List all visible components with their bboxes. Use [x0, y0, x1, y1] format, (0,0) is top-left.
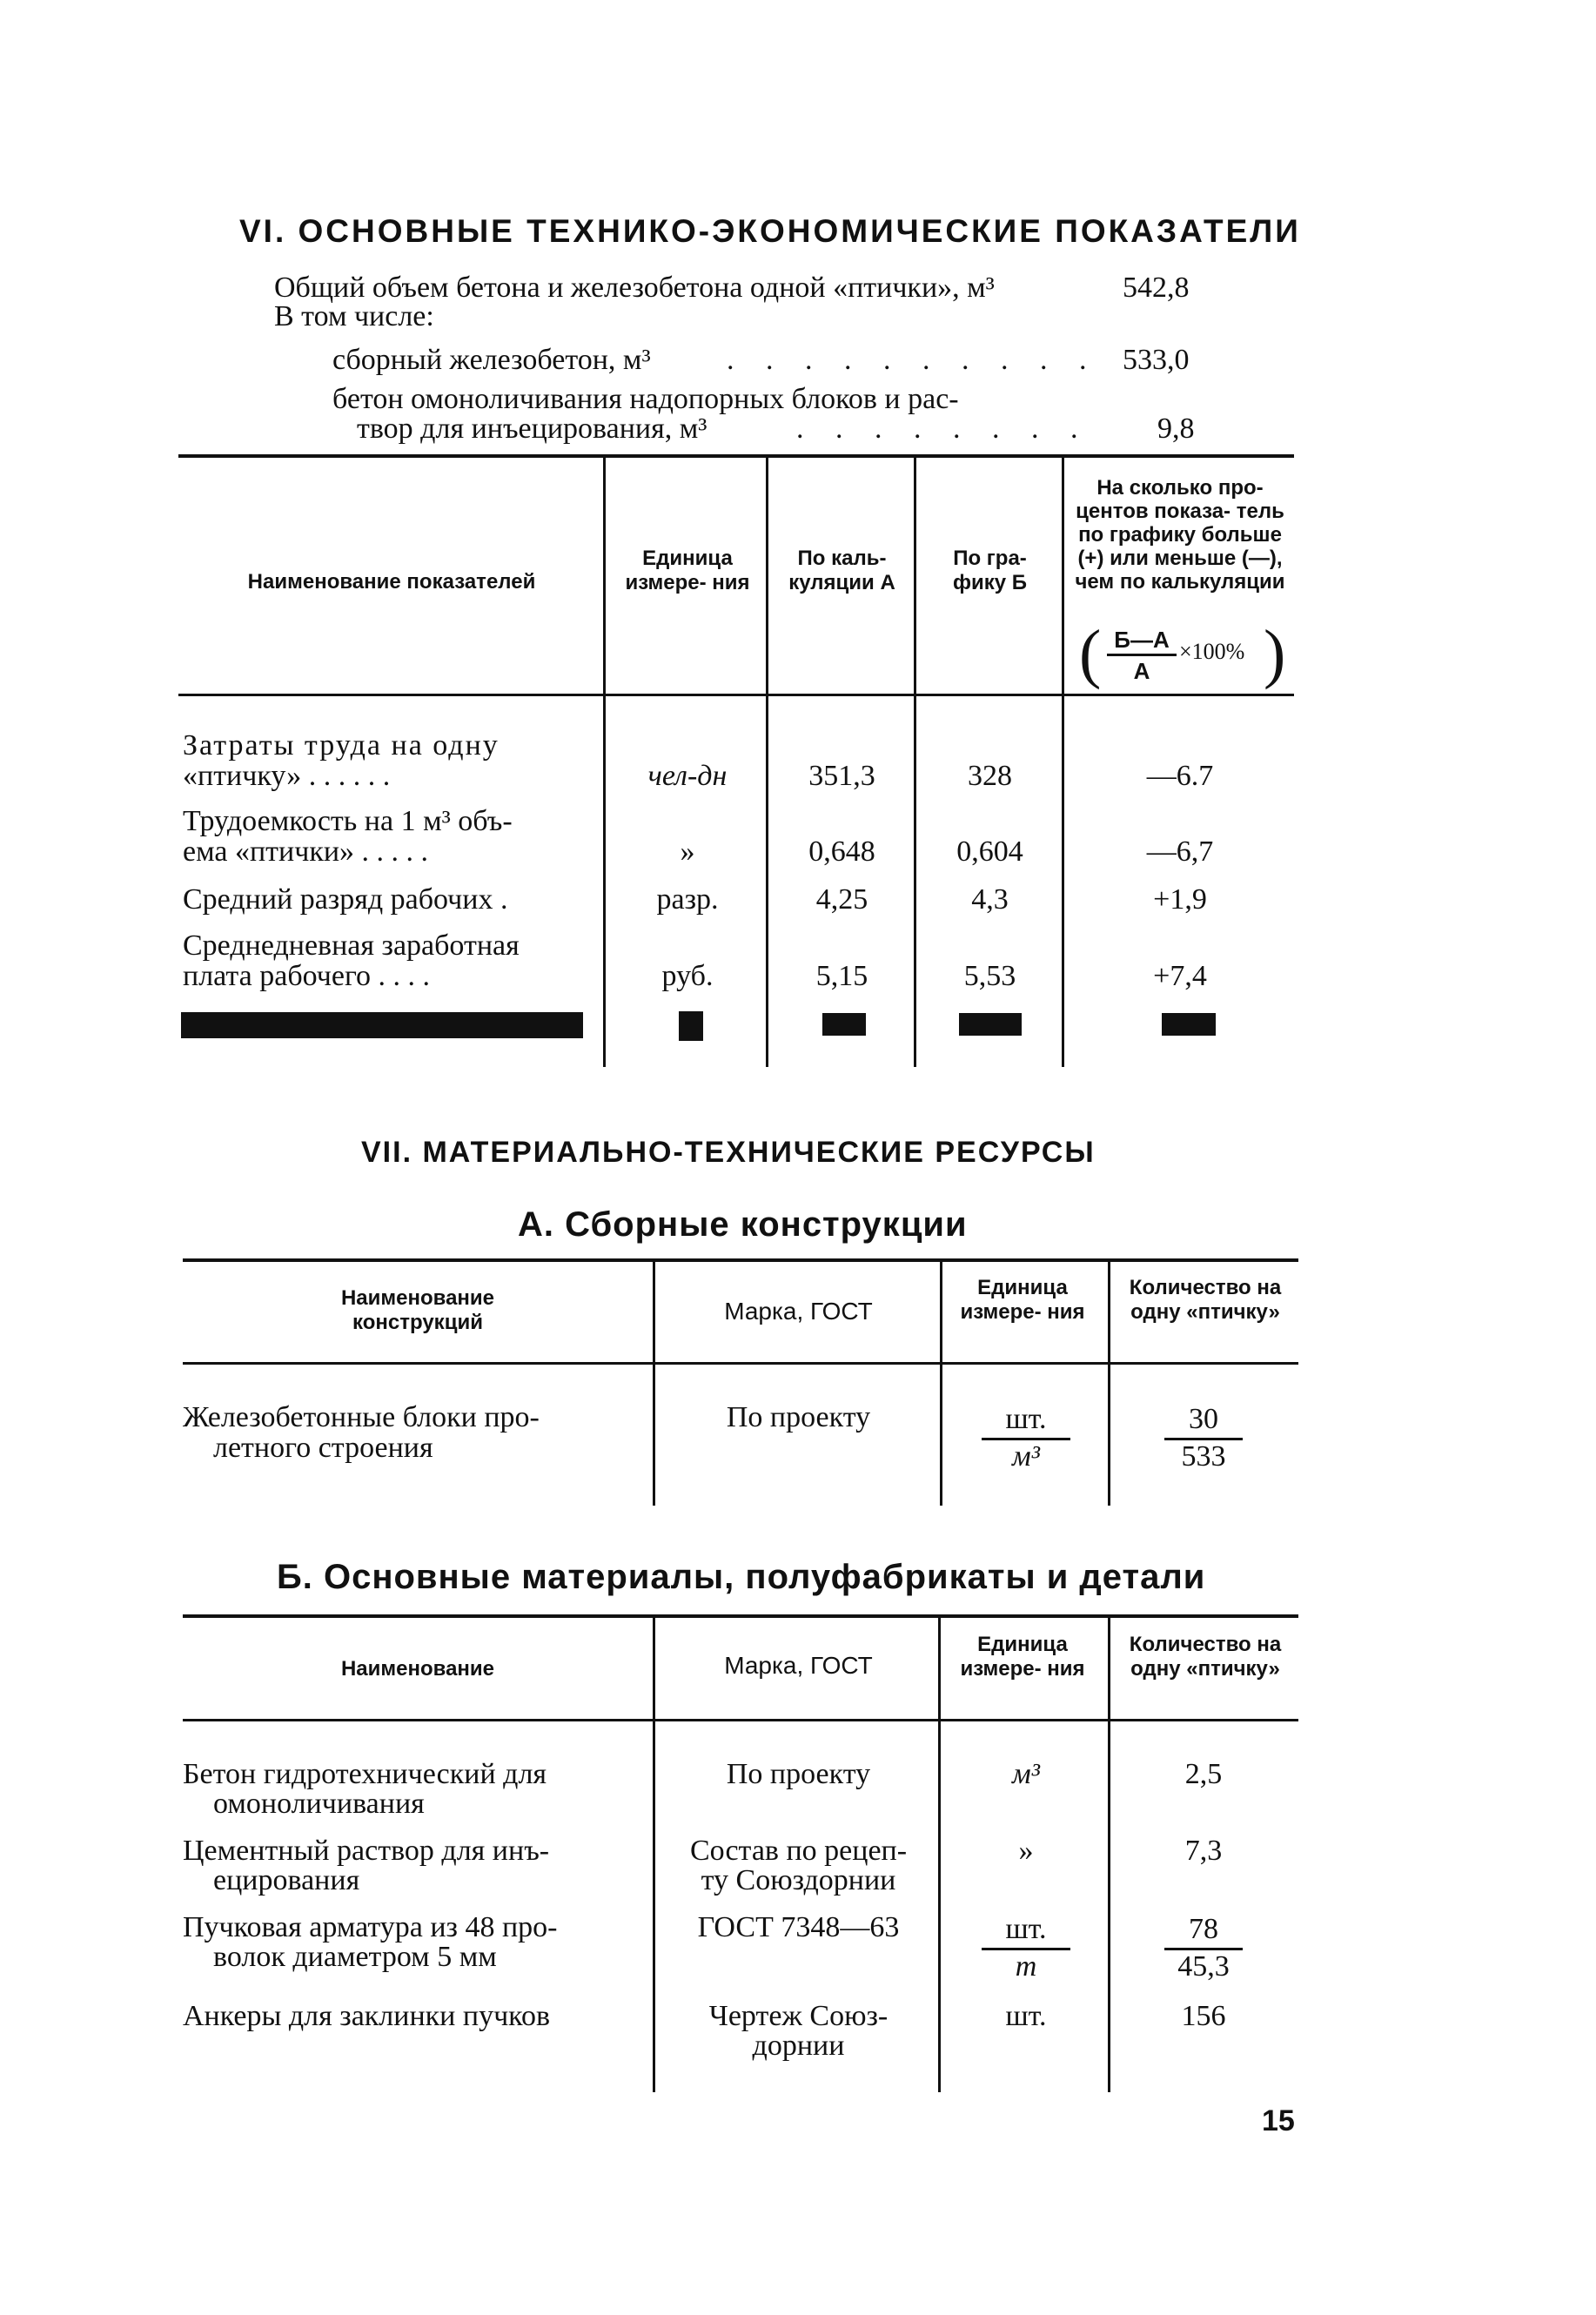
row-name-line1: Среднедневная заработная: [183, 929, 520, 962]
row-graph: 5,53: [963, 960, 1016, 992]
row-mark: По проекту: [726, 1758, 871, 1790]
monolith-dots: . . . . . . . .: [796, 413, 1090, 445]
subsection-b-title: Б. Основные материалы, полуфабрикаты и детали: [277, 1558, 1206, 1596]
row-name-line2: «птичку» . . . . . .: [183, 760, 391, 792]
row-unit: »: [1018, 1835, 1034, 1867]
precast-label: сборный железобетон, м³: [332, 344, 651, 376]
total-volume-value: 542,8: [1123, 272, 1190, 304]
row-name-line2: ема «птички» . . . . .: [183, 835, 429, 868]
row-name-line1: Анкеры для заклинки пучков: [183, 2000, 551, 2032]
row-unit: чел-дн: [647, 760, 728, 792]
row-mark-line1: Чертеж Союз-: [708, 2000, 889, 2032]
header-calc-a: По каль- куляции А: [788, 547, 895, 594]
row-name-line2: ецирования: [213, 1864, 360, 1896]
row-unit: разр.: [656, 883, 719, 916]
row-unit: »: [680, 835, 695, 868]
header-graph-b: По гра- фику Б: [952, 547, 1028, 594]
row-mark-line2: ту Союздорнии: [701, 1864, 896, 1896]
row-name-line1: Затраты труда на одну: [183, 729, 500, 762]
quantity-numerator: 78: [1164, 1913, 1243, 1950]
row-quantity-fraction: [1112, 1913, 1295, 1983]
section-7-title: VII. МАТЕРИАЛЬНО-ТЕХНИЧЕСКИЕ РЕСУРСЫ: [361, 1136, 1096, 1169]
row-quantity: 7,3: [1184, 1835, 1223, 1867]
row-quantity: 156: [1181, 2000, 1226, 2032]
header-construction-name: Наименование конструкций: [340, 1286, 495, 1334]
section-6-title: VI. ОСНОВНЫЕ ТЕХНИКО-ЭКОНОМИЧЕСКИЕ ПОКАЗАТЕЛИ: [239, 213, 1301, 249]
row-name-line1: Трудоемкость на 1 м³ объ-: [183, 805, 513, 837]
row-diff: +1,9: [1153, 883, 1207, 916]
page-number: 15: [1262, 2104, 1295, 2137]
row-name-line2: омоноличивания: [213, 1788, 425, 1820]
row-unit: шт.: [1005, 2000, 1047, 2032]
row-unit: м³: [1012, 1758, 1040, 1790]
monolith-label-2: твор для инъецирования, м³: [357, 413, 707, 445]
row-unit: руб.: [661, 960, 714, 992]
formula-numerator: Б—А: [1107, 627, 1177, 656]
row-graph: 328: [968, 760, 1012, 792]
row-mark-line1: Состав по рецеп-: [689, 1835, 908, 1867]
quantity-denominator: 533: [1181, 1440, 1226, 1473]
row-mark-line2: дорнии: [752, 2030, 845, 2062]
row-mark: ГОСТ 7348—63: [697, 1911, 900, 1943]
header-unit: Единица измере- ния: [960, 1276, 1085, 1324]
precast-value: 533,0: [1123, 344, 1190, 376]
header-indicator-name: Наименование показателей: [247, 570, 536, 594]
row-name-line1: Средний разряд рабочих .: [183, 883, 508, 916]
row-name-line2: плата рабочего . . . .: [183, 960, 431, 992]
unit-numerator: шт.: [982, 1913, 1071, 1950]
including-label: В том числе:: [274, 300, 434, 332]
monolith-label-1: бетон омоноличивания надопорных блоков и рас-: [332, 383, 959, 415]
row-graph: 4,3: [971, 883, 1009, 916]
unit-denominator: м³: [1012, 1440, 1040, 1473]
header-mark-gost: Марка, ГОСТ: [724, 1298, 873, 1325]
row-calc: 0,648: [808, 835, 875, 868]
row-name-line2: летного строения: [213, 1432, 433, 1464]
redacted-blot: [181, 1012, 583, 1038]
subsection-a-title: А. Сборные конструкции: [518, 1205, 968, 1244]
header-mark-gost: Марка, ГОСТ: [724, 1652, 873, 1679]
total-volume-label: Общий объем бетона и железобетона одной «птички», м³: [274, 272, 995, 304]
header-unit: Единица измере- ния: [625, 547, 750, 594]
monolith-value: 9,8: [1157, 413, 1195, 445]
precast-dots: . . . . . . . . . .: [727, 344, 1099, 376]
header-material-name: Наименование: [340, 1657, 495, 1681]
row-name-line1: Бетон гидротехнический для: [183, 1758, 547, 1790]
quantity-denominator: 45,3: [1177, 1950, 1230, 1983]
row-name-line1: Пучковая арматура из 48 про-: [183, 1911, 558, 1943]
unit-numerator: шт.: [982, 1403, 1071, 1440]
header-quantity: Количество на одну «птичку»: [1129, 1276, 1282, 1324]
header-diff-percent: На сколько про- центов показа- тель по графику больше (+) или меньше (—), чем по калькуляции: [1075, 476, 1285, 594]
row-diff: —6,7: [1146, 835, 1214, 868]
row-mark: По проекту: [726, 1401, 871, 1433]
row-graph: 0,604: [956, 835, 1023, 868]
formula-multiplier: ×100%: [1179, 639, 1245, 664]
row-diff: +7,4: [1153, 960, 1207, 992]
row-quantity: 2,5: [1184, 1758, 1223, 1790]
row-calc: 351,3: [808, 760, 875, 792]
row-name-line1: Цементный раствор для инъ-: [183, 1835, 550, 1867]
redacted-blot: [822, 1013, 866, 1036]
row-diff: —6.7: [1146, 760, 1214, 792]
row-unit-fraction: [944, 1913, 1108, 1983]
formula-denominator: А: [1133, 658, 1150, 684]
row-calc: 5,15: [815, 960, 868, 992]
unit-denominator: т: [1015, 1950, 1037, 1983]
quantity-numerator: 30: [1164, 1403, 1243, 1440]
row-unit-fraction: [944, 1403, 1108, 1473]
row-calc: 4,25: [815, 883, 868, 916]
header-unit: Единица измере- ния: [960, 1633, 1085, 1681]
row-name-line2: волок диаметром 5 мм: [213, 1941, 497, 1973]
header-quantity: Количество на одну «птичку»: [1129, 1633, 1282, 1681]
diff-formula: ( Б—А А ×100% ): [1079, 617, 1286, 690]
redacted-blot: [679, 1011, 703, 1041]
redacted-blot: [1162, 1013, 1216, 1036]
row-name-line1: Железобетонные блоки про-: [183, 1401, 540, 1433]
redacted-blot: [959, 1013, 1022, 1036]
row-quantity-fraction: [1112, 1403, 1295, 1473]
